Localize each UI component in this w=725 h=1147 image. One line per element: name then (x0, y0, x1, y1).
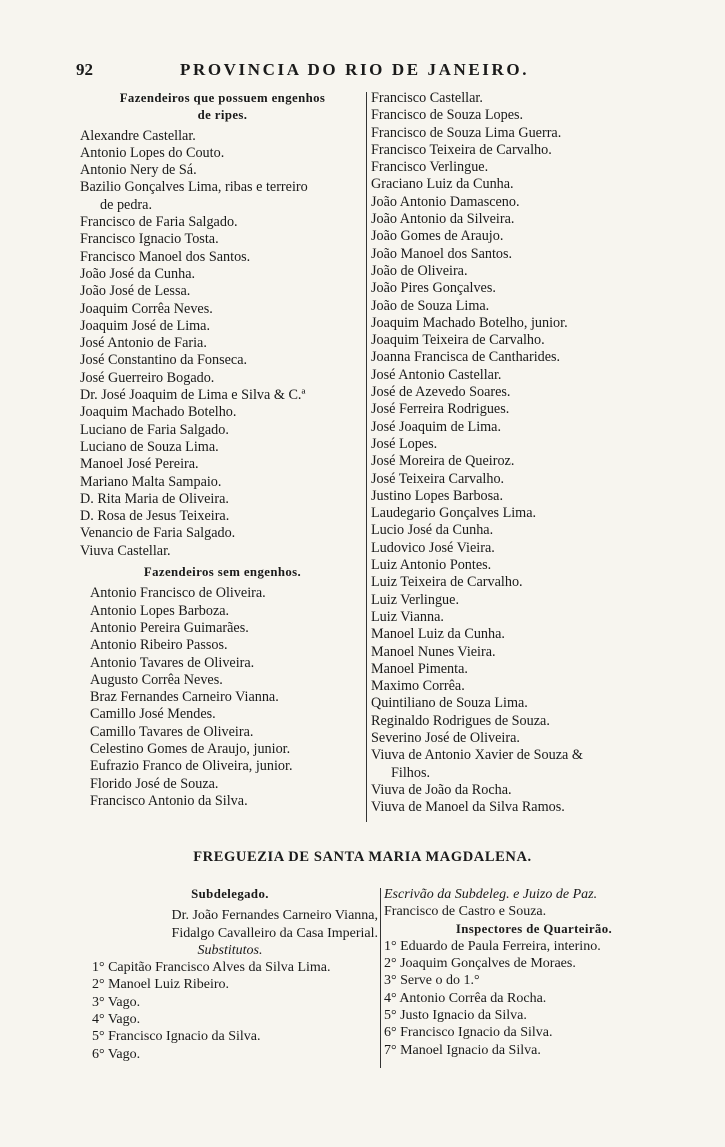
list-item: Joaquim José de Lima. (80, 317, 211, 334)
list-item: João Gomes de Araujo. (371, 228, 504, 245)
list-item: 3° Serve o do 1.° (384, 973, 480, 989)
list-item: Joaquim Machado Botelho, junior. (371, 314, 568, 331)
list-item: Joanna Francisca de Cantharides. (371, 349, 561, 366)
list-item: Viuva de João da Rocha. (371, 781, 512, 798)
list-item: Bazilio Gonçalves Lima, ribas e terreiro (80, 179, 308, 196)
substitutos-list (82, 959, 378, 1063)
heading-farmers-with-mills: Fazendeiros que possuem engenhos (119, 91, 326, 105)
list-item: José de Azevedo Soares. (371, 384, 511, 401)
list-item: Laudegario Gonçalves Lima. (371, 505, 537, 522)
list-item: João de Oliveira. (371, 262, 468, 279)
list-item: Braz Fernandes Carneiro Vianna. (90, 689, 279, 706)
list-item: Joaquim Teixeira de Carvalho. (371, 332, 545, 349)
list-item: Venancio de Faria Salgado. (80, 525, 236, 542)
list-item: João Manoel dos Santos. (371, 245, 513, 262)
heading-farmers-without-mills: Fazendeiros sem engenhos. (143, 565, 302, 580)
list-item: Viuva de Manoel da Silva Ramos. (371, 799, 565, 816)
column-divider-bottom (380, 888, 381, 1068)
list-item: Antonio Nery de Sá. (80, 162, 197, 179)
list-item: Manoel Nunes Vieira. (371, 643, 496, 660)
right-column-farmers (371, 90, 671, 816)
list-item: Justino Lopes Barbosa. (371, 487, 504, 504)
list-item: 3° Vago. (92, 994, 141, 1010)
list-item: Francisco de Faria Salgado. (80, 214, 238, 231)
page-header (76, 60, 586, 84)
list-item: Mariano Malta Sampaio. (80, 473, 222, 490)
list-item: José Constantino da Fonseca. (80, 352, 248, 369)
list-item: Florido José de Souza. (90, 775, 219, 792)
list-item: Reginaldo Rodrigues de Souza. (371, 712, 550, 729)
list-item: José Ferreira Rodrigues. (371, 401, 510, 418)
list-item: João Antonio da Silveira. (371, 211, 515, 228)
list-item: Joaquim Corrêa Neves. (80, 300, 213, 317)
list-item: Eufrazio Franco de Oliveira, junior. (90, 758, 293, 775)
list-item: Francisco de Souza Lopes. (371, 107, 524, 124)
list-item: 4° Vago. (92, 1012, 141, 1028)
list-item: Francisco Manoel dos Santos. (80, 248, 251, 265)
list-item: Francisco Verlingue. (371, 159, 489, 176)
list-item: 1° Eduardo de Paula Ferreira, interino. (384, 938, 601, 954)
list-item: Ludovico José Vieira. (371, 539, 495, 556)
list-item: Viuva Castellar. (80, 542, 171, 559)
list-item: Antonio Lopes do Couto. (80, 144, 225, 161)
farmers-without-mills-list (80, 585, 365, 810)
list-item: José Guerreiro Bogado. (80, 369, 215, 386)
list-item: Luiz Teixeira de Carvalho. (371, 574, 523, 591)
list-item: Francisco Antonio da Silva. (90, 792, 248, 809)
list-item: Quintiliano de Souza Lima. (371, 695, 528, 712)
list-item: Dr. José Joaquim de Lima e Silva & C.ª (80, 387, 306, 404)
list-item: João José da Cunha. (80, 265, 196, 282)
list-item: Filhos. (391, 764, 431, 781)
list-item: 6° Vago. (92, 1046, 141, 1062)
list-item: Maximo Corrêa. (371, 678, 465, 695)
list-item: Viuva de Antonio Xavier de Souza & (371, 747, 583, 764)
farmers-continued-list (371, 90, 671, 816)
list-item: Antonio Francisco de Oliveira. (90, 585, 266, 602)
column-divider (366, 92, 367, 822)
list-item: Antonio Pereira Guimarães. (90, 619, 249, 636)
farmers-with-mills-list (80, 128, 365, 560)
page-number: 92 (76, 60, 93, 79)
heading-farmers-with-mills-cont: de ripes. (197, 108, 248, 123)
subdelegado-title: Fidalgo Cavalleiro da Casa Imperial. (171, 925, 378, 941)
escrivao-heading: Escrivão da Subdeleg. e Juizo de Paz. (384, 887, 598, 902)
substitutos-heading: Substitutos. (197, 942, 263, 958)
subdelegado-heading: Subdelegado. (191, 887, 269, 901)
list-item: Alexandre Castellar. (80, 127, 196, 144)
parish-title: FREGUEZIA DE SANTA MARIA MAGDALENA. (193, 849, 532, 865)
list-item: 7° Manoel Ignacio da Silva. (384, 1042, 541, 1058)
list-item: José Antonio de Faria. (80, 335, 207, 352)
list-item: Antonio Ribeiro Passos. (90, 637, 228, 654)
left-column-farmers (80, 90, 365, 810)
list-item: Severino José de Oliveira. (371, 729, 520, 746)
list-item: José Joaquim de Lima. (371, 418, 502, 435)
list-item: Francisco Teixeira de Carvalho. (371, 141, 552, 158)
list-item: Luciano de Faria Salgado. (80, 421, 229, 438)
list-item: 5° Justo Ignacio da Silva. (384, 1008, 527, 1024)
list-item: 1° Capitão Francisco Alves da Silva Lima. (92, 960, 331, 976)
list-item: Graciano Luiz da Cunha. (371, 176, 514, 193)
list-item: Luciano de Souza Lima. (80, 438, 219, 455)
inspectores-list (384, 938, 684, 1059)
list-item: João Pires Gonçalves. (371, 280, 496, 297)
list-item: 2° Manoel Luiz Ribeiro. (92, 977, 230, 993)
list-item: Luiz Verlingue. (371, 591, 459, 608)
list-item: Antonio Lopes Barboza. (90, 602, 230, 619)
list-item: Francisco Castellar. (371, 90, 483, 106)
list-item: Francisco Ignacio Tosta. (80, 231, 219, 248)
list-item: Camillo Tavares de Oliveira. (90, 723, 254, 740)
list-item: João de Souza Lima. (371, 297, 490, 314)
list-item: Celestino Gomes de Araujo, junior. (90, 740, 291, 757)
list-item: José Moreira de Queiroz. (371, 453, 515, 470)
subdelegado-name: Dr. João Fernandes Carneiro Vianna, (171, 908, 378, 924)
list-item: José Lopes. (371, 435, 438, 452)
list-item: José Teixeira Carvalho. (371, 470, 505, 487)
list-item: 6° Francisco Ignacio da Silva. (384, 1025, 553, 1041)
list-item: Luiz Vianna. (371, 608, 444, 625)
list-item: Augusto Corrêa Neves. (90, 671, 223, 688)
list-item: Camillo José Mendes. (90, 706, 216, 723)
escrivao-name: Francisco de Castro e Souza. (384, 904, 547, 920)
list-item: de pedra. (100, 196, 152, 213)
escrivao-column (384, 886, 684, 1059)
list-item: Luiz Antonio Pontes. (371, 557, 492, 574)
page-title: PROVINCIA DO RIO DE JANEIRO. (180, 60, 530, 79)
list-item: Francisco de Souza Lima Guerra. (371, 124, 562, 141)
list-item: José Antonio Castellar. (371, 366, 502, 383)
subdelegado-column (82, 886, 378, 1063)
list-item: Manoel José Pereira. (80, 456, 199, 473)
list-item: Manoel Pimenta. (371, 660, 468, 677)
list-item: 4° Antonio Corrêa da Rocha. (384, 990, 547, 1006)
list-item: Lucio José da Cunha. (371, 522, 494, 539)
list-item: Manoel Luiz da Cunha. (371, 626, 505, 643)
list-item: 2° Joaquim Gonçalves de Moraes. (384, 956, 576, 972)
list-item: Antonio Tavares de Oliveira. (90, 654, 255, 671)
list-item: Joaquim Machado Botelho. (80, 404, 237, 421)
list-item: D. Rita Maria de Oliveira. (80, 490, 229, 507)
list-item: João Antonio Damasceno. (371, 193, 520, 210)
list-item: D. Rosa de Jesus Teixeira. (80, 508, 230, 525)
inspectores-heading: Inspectores de Quarteirão. (455, 921, 613, 936)
list-item: João José de Lessa. (80, 283, 191, 300)
list-item: 5° Francisco Ignacio da Silva. (92, 1029, 261, 1045)
